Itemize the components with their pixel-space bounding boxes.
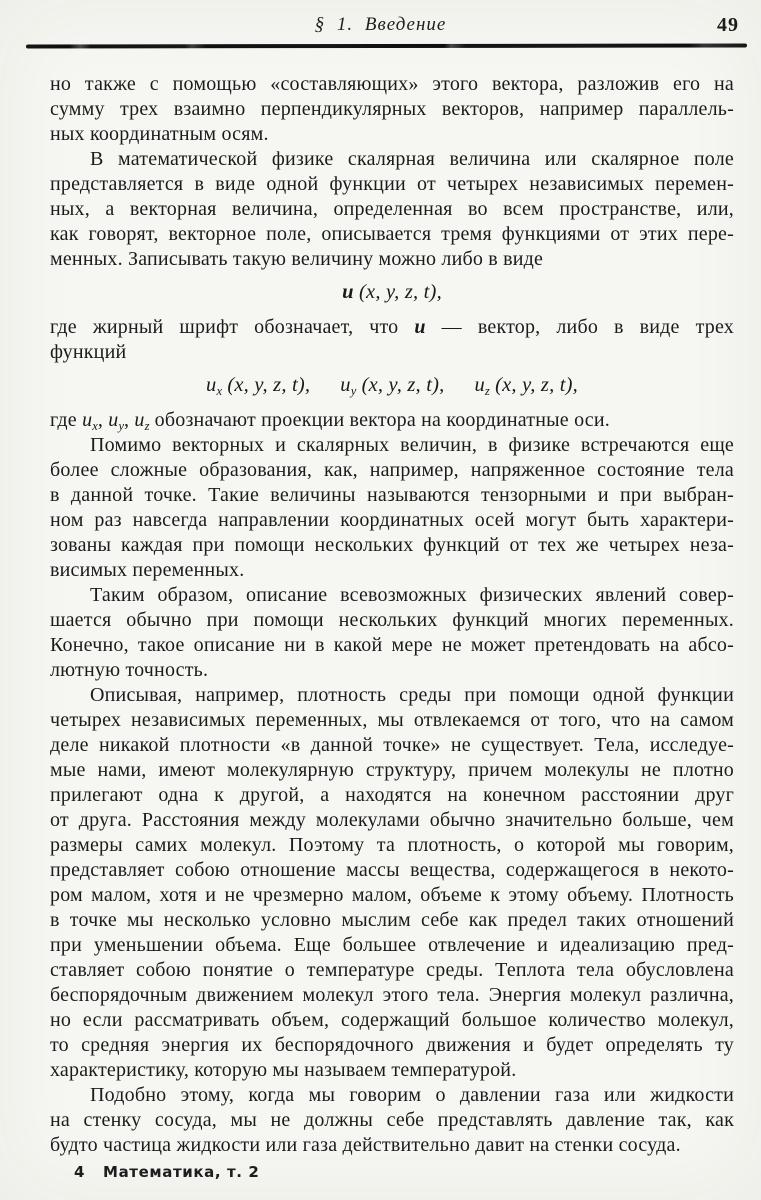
text-segment: (x, y, z, t),: [356, 374, 445, 396]
text-segment: ных, а векторная величина, определенная во всем пространстве, или,: [50, 198, 734, 220]
text-line: [50, 97, 734, 122]
text-segment: u: [474, 374, 485, 396]
text-line: [50, 658, 734, 683]
text-segment: Подобно этому, когда мы говорим о давлении газа или жидкости: [90, 1084, 734, 1106]
text-line: [50, 983, 734, 1008]
text-segment: ных координатным осям.: [50, 123, 269, 145]
text-segment: Описывая, например, плотность среды при помощи одной функции: [90, 684, 734, 706]
text-segment: где: [50, 409, 83, 431]
text-line: [50, 608, 734, 633]
volume-note: Математика, т. 2: [103, 1163, 260, 1181]
text-line: [50, 783, 734, 808]
text-segment: (x, y, z, t),: [353, 281, 442, 303]
text-line: [50, 708, 734, 733]
text-segment: на стенку сосуда, мы не должны себе представлять давление так, как: [50, 1109, 734, 1131]
vector-function-formula: [50, 280, 734, 305]
text-segment: представляется в виде одной функции от четырех независимых перемен-: [50, 173, 734, 195]
text-segment: ,: [97, 409, 109, 431]
text-line: [50, 758, 734, 783]
text-line: [50, 533, 734, 558]
text-line: [50, 583, 734, 608]
text-segment: будто частица жидкости или газа действительно давит на стенки сосуда.: [50, 1134, 681, 1156]
text-segment: сумму трех взаимно перпендикулярных векторов, например параллель-: [50, 98, 734, 120]
text-segment: ном раз навсегда направлении координатных осей могут быть характери-: [50, 509, 734, 531]
text-line: [50, 883, 734, 908]
component-functions-formula: [50, 373, 734, 398]
text-segment: u: [134, 409, 145, 431]
text-segment: менных. Записывать такую величину можно либо в виде: [50, 248, 544, 270]
text-segment: (x, y, z, t),: [489, 374, 578, 396]
text-line: [50, 908, 734, 933]
text-segment: Конечно, такое описание ни в какой мере не может претендовать на абсо-: [50, 634, 734, 656]
text-line: [50, 172, 734, 197]
text-line: [50, 315, 734, 340]
text-line: [50, 433, 734, 458]
text-segment: представляет собою отношение массы вещества, содержащегося в некото-: [50, 859, 734, 881]
text-segment: u: [108, 409, 119, 431]
text-segment: обозначают проекции вектора на координатные оси.: [149, 409, 610, 431]
text-line: [50, 1008, 734, 1033]
text-segment: как говорят, векторное поле, описывается тремя функциями от этих пере-: [50, 223, 734, 245]
text-segment: при уменьшении объема. Еще большее отвлечение и идеализацию пред-: [50, 934, 734, 956]
text-line: [50, 408, 734, 433]
text-segment: В математической физике скалярная величина или скалярное поле: [90, 148, 734, 170]
text-segment: то средняя энергия их беспорядочного движения и будет определять ту: [50, 1034, 734, 1056]
text-segment: более сложные образования, как, например, напряженное состояние тела: [50, 459, 734, 481]
section-heading: § 1. Введение: [314, 14, 447, 35]
text-segment: Помимо векторных и скалярных величин, в физике встречаются еще: [90, 434, 734, 456]
text-segment: деле никакой плотности «в данной точке» не существует. Тела, исследуе-: [50, 734, 734, 756]
subscript: y: [350, 384, 357, 398]
subscript: x: [92, 419, 98, 433]
text-line: [50, 1108, 734, 1133]
text-segment: шается обычно при помощи нескольких функций многих переменных.: [50, 609, 734, 631]
text-segment: зованы каждая при помощи нескольких функций от тех же четырех неза-: [50, 534, 734, 556]
text-segment: ром малом, хотя и не чрезмерно малом, объеме к этому объему. Плотность: [50, 884, 734, 906]
text-line: [50, 458, 734, 483]
text-segment: u: [342, 281, 354, 303]
text-segment: Таким образом, описание всевозможных физических явлений совер-: [90, 584, 734, 606]
text-segment: но если рассматривать объем, содержащий большое количество молекул,: [50, 1009, 734, 1031]
text-segment: характеристику, которую мы называем температурой.: [50, 1059, 517, 1081]
text-segment: беспорядочным движением молекул этого тела. Энергия молекул различна,: [50, 984, 734, 1006]
subscript: z: [144, 419, 150, 433]
text-segment: от друга. Расстояния между молекулами обычно значительно больше, чем: [50, 809, 734, 831]
text-line: [50, 72, 734, 97]
text-segment: размеры самих молекул. Поэтому та плотность, о которой мы говорим,: [50, 834, 734, 856]
text-segment: где жирный шрифт обозначает, что: [50, 316, 415, 338]
text-segment: ставляет собою понятие о температуре среды. Теплота тела обусловлена: [50, 959, 734, 981]
subscript: y: [118, 419, 124, 433]
subscript: x: [216, 384, 223, 398]
text-segment: ,: [124, 409, 135, 431]
text-line: [50, 147, 734, 172]
text-segment: в точке мы несколько условно мыслим себе как предел таких отношений: [50, 909, 734, 931]
signature-mark: 4: [74, 1163, 86, 1181]
text-segment: u: [82, 409, 93, 431]
text-segment: u: [206, 374, 217, 396]
text-line: [50, 933, 734, 958]
subscript: z: [484, 384, 490, 398]
page-footer: [74, 1163, 259, 1181]
text-line: [50, 858, 734, 883]
text-line: [50, 197, 734, 222]
text-segment: прилегают одна к другой, а находятся на конечном расстоянии друг: [50, 784, 734, 806]
text-segment: функций: [50, 341, 127, 363]
text-segment: u: [340, 374, 351, 396]
text-segment: четырех независимых переменных, мы отвлекаемся от того, что на самом: [50, 709, 734, 731]
text-segment: мые нами, имеют молекулярную структуру, причем молекулы не плотно: [50, 759, 734, 781]
text-line: [50, 122, 734, 147]
text-line: [50, 733, 734, 758]
text-line: [50, 247, 734, 272]
text-line: [50, 558, 734, 583]
text-segment: (x, y, z, t),: [222, 374, 311, 396]
text-line: [50, 340, 734, 365]
text-segment: лютную точность.: [50, 659, 209, 681]
text-line: [50, 633, 734, 658]
running-header: [0, 14, 761, 40]
text-line: [50, 508, 734, 533]
text-line: [50, 483, 734, 508]
text-line: [50, 1083, 734, 1108]
page-number: 49: [717, 14, 739, 36]
text-segment: — вектор, либо в виде трех: [425, 316, 734, 338]
header-rule: [26, 43, 747, 48]
text-line: [50, 808, 734, 833]
text-segment: но также с помощью «составляющих» этого вектора, разложив его на: [50, 73, 734, 95]
text-segment: висимых переменных.: [50, 559, 245, 581]
text-line: [50, 1058, 734, 1083]
text-line: [50, 222, 734, 247]
text-line: [50, 833, 734, 858]
text-segment: u: [414, 316, 426, 338]
text-line: [50, 1033, 734, 1058]
text-line: [50, 1133, 734, 1158]
text-line: [50, 683, 734, 708]
text-segment: в данной точке. Такие величины называются тензорными и при выбран-: [50, 484, 734, 506]
page-text: [50, 72, 734, 1158]
text-line: [50, 958, 734, 983]
